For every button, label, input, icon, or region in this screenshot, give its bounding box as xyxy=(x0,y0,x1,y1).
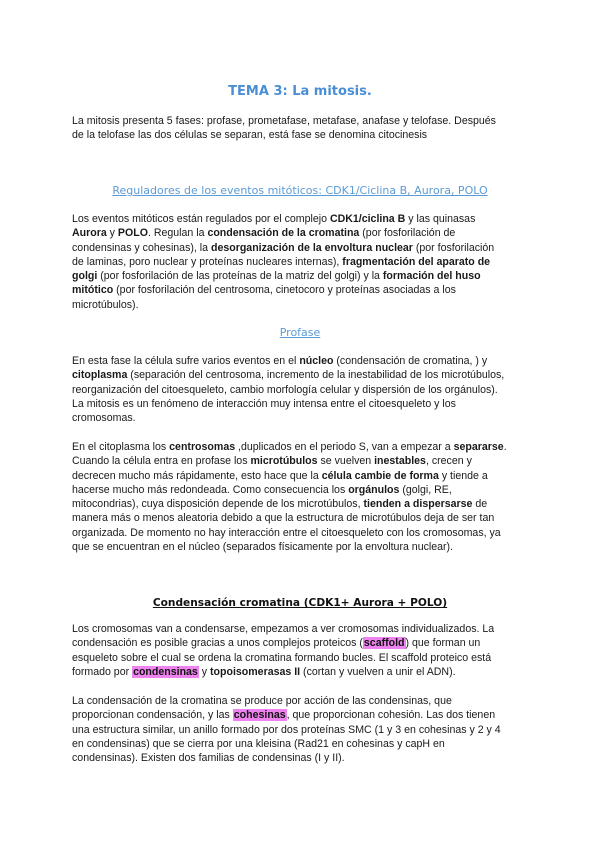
bold-term: citoplasma xyxy=(72,369,128,382)
text-line xyxy=(72,665,532,679)
text-line xyxy=(72,497,532,511)
text-line xyxy=(72,383,532,397)
text-run: condensinas y cohesinas), la xyxy=(72,241,211,254)
text-line xyxy=(72,269,532,283)
bold-term: centrosomas xyxy=(169,441,236,453)
text-run: de xyxy=(472,498,488,511)
bold-term: condensación de la cromatina xyxy=(207,227,360,240)
intro-line: de la telofase las dos células se separan, está fase se denomina citocinesis xyxy=(72,129,428,142)
intro-paragraph xyxy=(72,114,532,143)
text-line xyxy=(72,283,532,297)
bold-term: separarse xyxy=(453,441,504,453)
text-line xyxy=(72,540,532,554)
bold-term: inestables xyxy=(374,455,426,468)
bold-term: CDK1/ciclina B xyxy=(329,213,406,225)
text-line xyxy=(72,368,532,382)
text-run: (por fosforilación de las proteínas de la matriz del golgi) y la xyxy=(97,270,383,283)
text-run: que se encuentran en el núcleo (separados físicamente por la envoltura nuclear). xyxy=(72,541,454,554)
bold-term: mitótico xyxy=(72,284,114,297)
bold-term: fragmentación del aparato de xyxy=(342,255,491,268)
text-run: La condensación de la cromatina se produce por acción de las condensinas, que xyxy=(72,695,452,707)
text-run: Los eventos mitóticos están regulados por el complejo xyxy=(72,213,330,225)
text-line xyxy=(72,397,532,411)
text-run: (cortan y vuelven a unir el ADN). xyxy=(300,665,456,678)
text-line xyxy=(72,622,532,636)
text-run: La mitosis es un fenómeno de interacción muy intensa entre el citoesqueleto y los xyxy=(72,397,456,410)
text-line xyxy=(72,483,532,497)
text-run: cromosomas. xyxy=(72,412,136,425)
text-line xyxy=(72,511,532,525)
bold-term: célula cambie de forma xyxy=(321,469,439,482)
bold-term: microtúbulos xyxy=(250,455,318,468)
text-run: una estructura similar, un anillo formado por dos proteínas SMC (1 y 3 en cohesinas y 2 y 4 xyxy=(72,723,501,736)
text-run: ,duplicados en el periodo S, van a empezar a xyxy=(235,441,454,453)
profase-paragraph-1 xyxy=(72,354,532,425)
text-line xyxy=(72,226,532,240)
section-heading-regulators: Reguladores de los eventos mitóticos: CDK1/Ciclina B, Aurora, POLO xyxy=(112,184,488,197)
text-run: En esta fase la célula sufre varios eventos en el xyxy=(72,355,300,367)
text-run: y xyxy=(198,665,211,678)
text-line xyxy=(72,723,532,737)
text-line xyxy=(72,526,532,540)
text-line xyxy=(72,651,532,665)
text-run: , que proporcionan cohesión. Las dos tienen xyxy=(286,709,496,722)
text-run: organizada. De momento no hay interacción entre el citoesqueleto con los cromosomas, ya xyxy=(72,526,501,539)
text-run: de laminas, poro nuclear y proteínas nucleares internas), xyxy=(72,255,343,268)
profase-paragraph-2 xyxy=(72,440,532,554)
bold-term: tienden a dispersarse xyxy=(363,498,473,511)
text-run: y xyxy=(106,227,118,240)
text-run: . xyxy=(503,441,507,453)
text-run: condensación es posible gracias a unos complejos proteicos ( xyxy=(72,637,363,650)
text-run: reorganización del citoesqueleto, cambio morfología celular y dispersión de los orgánulos). xyxy=(72,383,498,396)
text-run: manera más o menos aleatoria debido a que la estructura de microtúbulos deja de ser tan xyxy=(72,512,495,525)
bold-term: desorganización de la envoltura nuclear xyxy=(210,241,413,254)
text-line xyxy=(72,298,532,312)
text-run: (separación del centrosoma, incremento de la inestabilidad de los microtúbulos, xyxy=(127,369,505,382)
text-run: mitocondrias), cuya disposición depende de los microtúbulos, xyxy=(72,498,364,511)
condensation-paragraph-1 xyxy=(72,622,532,679)
text-line xyxy=(72,454,532,468)
text-line xyxy=(72,694,532,708)
section-heading-condensation: Condensación cromatina (CDK1+ Aurora + POLO) xyxy=(152,597,448,609)
text-run: microtúbulos). xyxy=(72,298,139,311)
text-run: , crecen y xyxy=(425,455,472,468)
text-line xyxy=(72,212,532,226)
bold-term: POLO xyxy=(117,227,148,240)
text-run: se vuelven xyxy=(317,455,375,468)
text-line xyxy=(72,241,532,255)
text-run: . Regulan la xyxy=(147,227,208,240)
bold-term: golgi xyxy=(72,270,98,283)
highlighted-term: condensinas xyxy=(133,665,198,678)
text-run: y las quinasas xyxy=(405,213,476,225)
text-line xyxy=(72,708,532,722)
condensation-paragraph-2 xyxy=(72,694,532,765)
text-run: (por fosforilación de xyxy=(359,227,456,240)
text-run: en condensinas) que se cierra por una kleisina (Rad21 en cohesinas y capH en xyxy=(72,737,445,750)
text-run: proporcionan condensación, y las xyxy=(72,709,233,722)
text-run: hacerse mucho más redondeada. Como consecuencia los xyxy=(72,483,349,496)
text-line xyxy=(72,440,532,454)
text-run: (por fosforilación xyxy=(412,241,495,254)
text-run: (golgi, RE, xyxy=(399,483,452,496)
text-line xyxy=(72,255,532,269)
text-line xyxy=(72,636,532,650)
section-heading-profase: Profase xyxy=(279,326,321,339)
text-run: condensinas). Existen dos familias de condensinas (I y II). xyxy=(72,752,345,765)
text-line xyxy=(72,751,532,765)
text-run: Los cromosomas van a condensarse, empezamos a ver cromosomas individualizados. La xyxy=(72,623,495,635)
text-run: Cuando la célula entra en profase los xyxy=(72,455,251,468)
text-line xyxy=(72,411,532,425)
text-line xyxy=(72,737,532,751)
bold-term: Aurora xyxy=(72,227,107,240)
text-run: formado por xyxy=(72,665,133,678)
text-run: ) que forman un xyxy=(405,637,481,650)
text-run: y tiende a xyxy=(438,469,488,482)
highlighted-term: cohesinas xyxy=(233,709,286,722)
text-run: (por fosforilación del centrosoma, cinetocoro y proteínas asociadas a los xyxy=(113,284,456,297)
text-run: esqueleto sobre el cual se ordena la cromatina formando bucles. El scaffold proteico está xyxy=(72,651,492,664)
text-line xyxy=(72,469,532,483)
bold-term: formación del huso xyxy=(382,270,481,283)
regulators-paragraph xyxy=(72,212,532,312)
text-run: En el citoplasma los xyxy=(72,441,170,453)
text-line xyxy=(72,354,532,368)
bold-term: núcleo xyxy=(299,355,334,367)
page-title: TEMA 3: La mitosis. xyxy=(228,84,372,99)
text-run: (condensación de cromatina, ) y xyxy=(333,355,488,367)
bold-term: topoisomerasas II xyxy=(210,665,301,678)
bold-term: orgánulos xyxy=(348,483,400,496)
highlighted-term: scaffold xyxy=(363,637,405,650)
text-run: decrecen mucho más rápidamente, esto hace que la xyxy=(72,469,322,482)
intro-line: La mitosis presenta 5 fases: profase, prometafase, metafase, anafase y telofase. Después xyxy=(72,115,496,127)
